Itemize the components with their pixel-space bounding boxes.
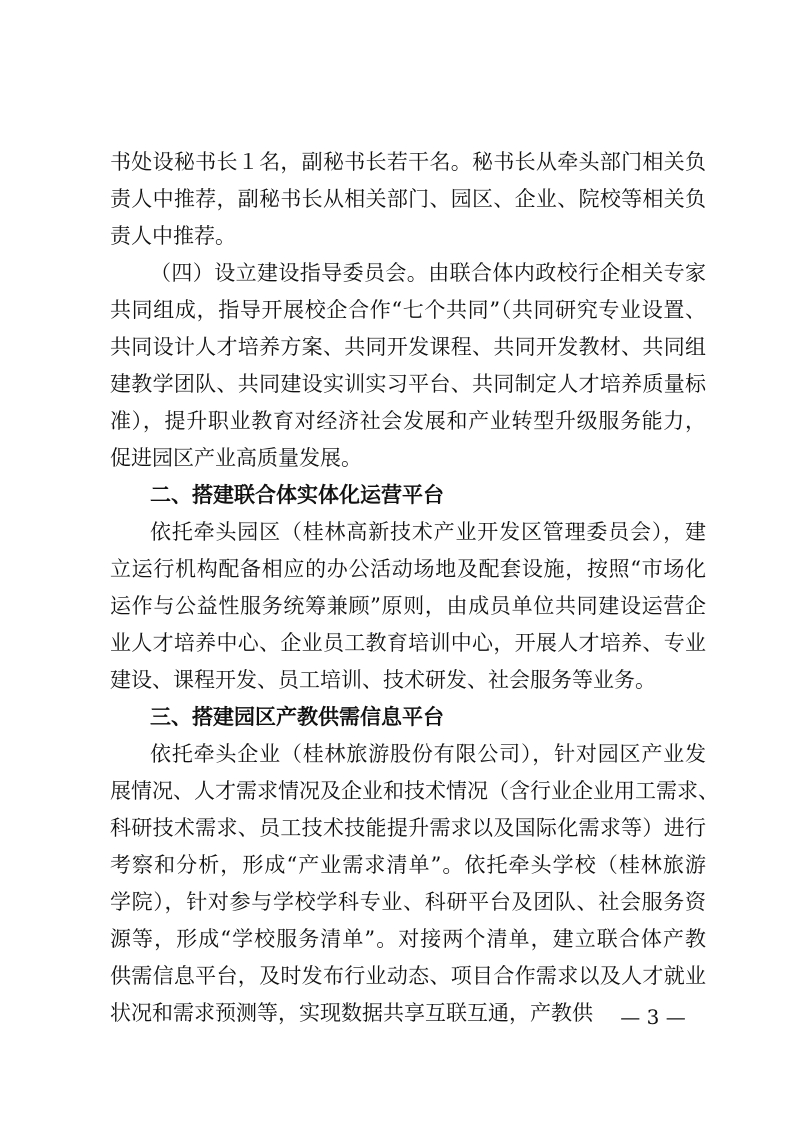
paragraph-line: 责人中推荐，副秘书长从相关部门、园区、企业、院校等相关负 xyxy=(110,187,706,211)
paragraph-line: 科研技术需求、员工技术技能提升需求以及国际化需求等）进行 xyxy=(110,816,706,840)
paragraph-line: 共同设计人才培养方案、共同开发课程、共同开发教材、共同组 xyxy=(110,335,706,359)
paragraph-line: 依托牵头企业（桂林旅游股份有限公司），针对园区产业发 xyxy=(150,742,706,766)
paragraph-line: （四）设立建设指导委员会。由联合体内政校行企相关专家 xyxy=(150,261,706,285)
paragraph-line: 依托牵头园区（桂林高新技术产业开发区管理委员会），建 xyxy=(150,520,706,544)
paragraph-line: 业人才培养中心、企业员工教育培训中心，开展人才培养、专业 xyxy=(110,631,706,655)
paragraph-line: 供需信息平台，及时发布行业动态、项目合作需求以及人才就业 xyxy=(110,964,706,988)
paragraph-line: 学院），针对参与学校学科专业、科研平台及团队、社会服务资 xyxy=(110,890,706,914)
paragraph-line: 展情况、人才需求情况及企业和技术情况（含行业企业用工需求、 xyxy=(110,779,719,803)
paragraph-line: 共同组成，指导开展校企合作“七个共同”（共同研究专业设置、 xyxy=(110,298,706,322)
paragraph-line: 书处设秘书长１名，副秘书长若干名。秘书长从牵头部门相关负 xyxy=(110,150,706,174)
paragraph-line: 责人中推荐。 xyxy=(110,224,236,248)
paragraph-line: 促进园区产业高质量发展。 xyxy=(110,446,362,470)
paragraph-line: 状况和需求预测等，实现数据共享互联互通，产教供 xyxy=(110,1001,593,1025)
paragraph-line: 建教学团队、共同建设实训实习平台、共同制定人才培养质量标 xyxy=(110,372,706,396)
page-number: — 3 — xyxy=(620,1005,686,1029)
paragraph-line: 运作与公益性服务统筹兼顾”原则，由成员单位共同建设运营企 xyxy=(110,594,706,618)
section-heading: 三、搭建园区产教供需信息平台 xyxy=(150,705,444,729)
paragraph-line: 建设、课程开发、员工培训、技术研发、社会服务等业务。 xyxy=(110,668,656,692)
paragraph-line: 准），提升职业教育对经济社会发展和产业转型升级服务能力， xyxy=(110,409,706,433)
paragraph-line: 考察和分析，形成“产业需求清单”。依托牵头学校（桂林旅游 xyxy=(110,853,706,877)
section-heading: 二、搭建联合体实体化运营平台 xyxy=(150,483,444,507)
paragraph-line: 立运行机构配备相应的办公活动场地及配套设施，按照“市场化 xyxy=(110,557,706,581)
paragraph-line: 源等，形成“学校服务清单”。对接两个清单，建立联合体产教 xyxy=(110,927,706,951)
